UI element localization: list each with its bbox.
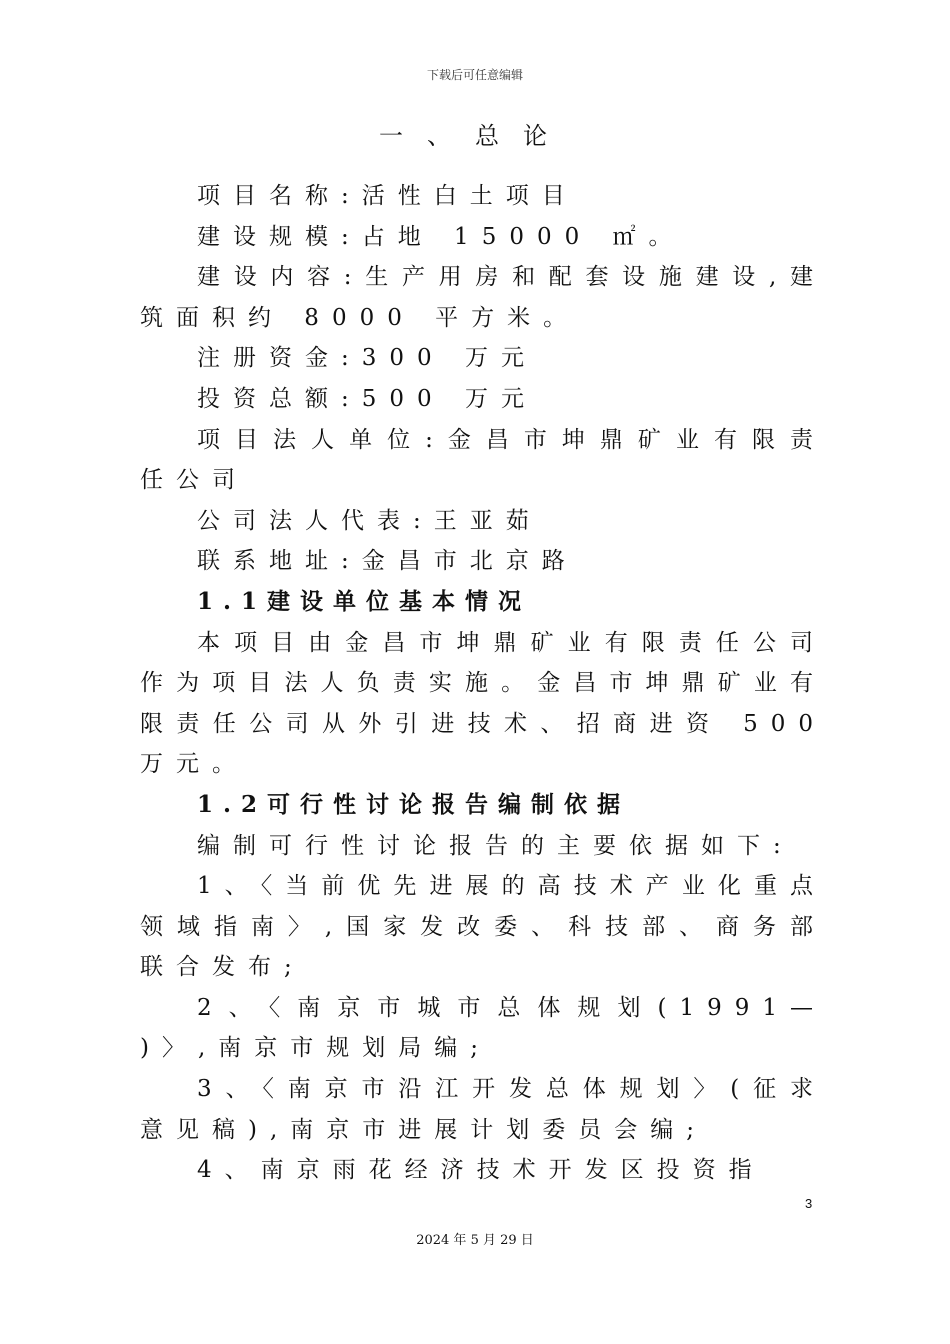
- paragraph-address: 联系地址:金昌市北京路: [197, 548, 578, 575]
- paragraph-capital: 注册资金:300 万元: [197, 345, 537, 372]
- paragraph-project-name: 项目名称:活性白土项目: [197, 183, 578, 209]
- paragraph-investment: 投资总额:500 万元: [197, 385, 537, 412]
- paragraph-basic-info: 本项目由金昌市坤鼎矿业有限责任公司作为项目法人负责实施。金昌市坤鼎矿业有限责任公司从外引进技术、招商进资 500万元。: [140, 629, 826, 778]
- section-title: 一、总论: [379, 122, 571, 150]
- footer-date: 2024 年 5 月 29 日: [416, 1233, 534, 1248]
- page-number: 3: [805, 1196, 813, 1211]
- heading-1-2: 1.2可行性讨论报告编制依据: [197, 790, 631, 818]
- heading-1-1: 1.1建设单位基本情况: [197, 587, 532, 615]
- list-item-1: 1、〈当前优先进展的高技术产业化重点领域指南〉,国家发改委、科技部、商务部联合发布;: [140, 873, 826, 981]
- list-item-2: 2、〈南京市城市总体规划(1991— )〉,南京市规划局编;: [140, 994, 826, 1062]
- list-item-3: 3、〈南京市沿江开发总体规划〉(征求意见稿),南京市进展计划委员会编;: [140, 1076, 826, 1143]
- paragraph-content: 建设内容:生产用房和配套设施建设,建筑面积约 8000 平方米。: [140, 264, 826, 331]
- paragraph-scale: 建设规模:占地 15000 ㎡。: [197, 223, 685, 250]
- document-body: [140, 176, 826, 1191]
- list-item-4: 4、南京雨花经济技术开发区投资指: [197, 1157, 765, 1184]
- paragraph-legal-entity: 项目法人单位:金昌市坤鼎矿业有限责任公司: [140, 426, 826, 494]
- paragraph-representative: 公司法人代表:王亚茹: [197, 507, 542, 534]
- header-note: 下载后可任意编辑: [426, 68, 523, 82]
- paragraph-basis-intro: 编制可行性讨论报告的主要依据如下:: [197, 832, 794, 859]
